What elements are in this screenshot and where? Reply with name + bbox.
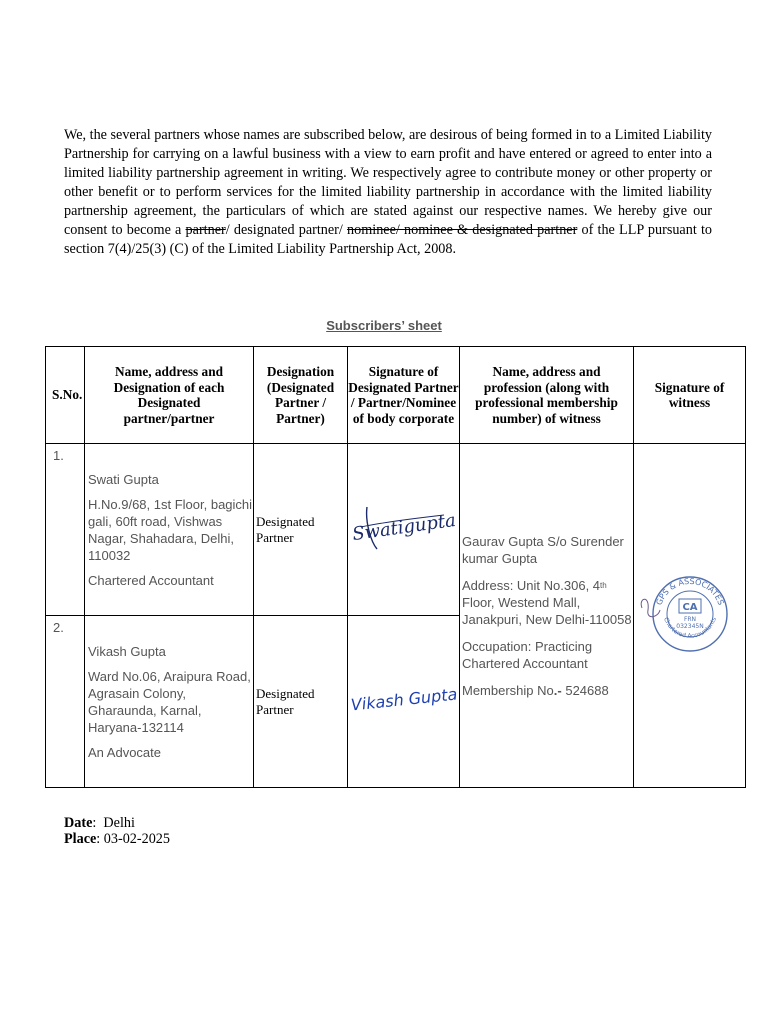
witness-stamp: [636, 568, 744, 658]
signature-swati: [349, 497, 459, 557]
partner-profession: An Advocate: [88, 744, 161, 760]
intro-strike-1: partner: [185, 222, 226, 238]
partner-designation: Designated Partner: [254, 616, 348, 788]
svg-text:Chartered Accountants: Chartered Accountants: [661, 616, 718, 640]
intro-text-1: We, the several partners whose names are subscribed below, are desirous of being formed in to a Limited Liability Partnership for carrying on a lawful business with a view to earn profit and have entered or agreed to enter into a limited liability partnership agreement in writing. We respectively agree to contribute money or other property or other benefit or to perform services for the limited liability partnership in accordance with the limited liability partnership agreement, the particulars of which are stated against our respective names. We hereby give our consent to become a: [64, 127, 712, 238]
header-signature: Signature of Designated Partner / Partner/Nominee of body corporate: [348, 347, 460, 444]
partner-address: H.No.9/68, 1st Floor, bagichi gali, 60ft road, Vishwas Nagar, Shahadara, Delhi, 110032: [88, 496, 253, 563]
partner-signature: [348, 444, 460, 616]
partner-details: [85, 444, 254, 616]
svg-text:032345N: 032345N: [675, 623, 704, 630]
partner-profession: Chartered Accountant: [88, 572, 214, 588]
intro-paragraph: [64, 126, 712, 259]
partner-address: Ward No.06, Araipura Road, Agrasain Colony, Gharaunda, Karnal, Haryana-132114: [88, 668, 251, 735]
place-line: Place: 03-02-2025: [64, 831, 170, 847]
header-row: [46, 347, 746, 444]
intro-strike-2: nominee/ nominee & designated partner: [347, 222, 578, 238]
witness-address: Address: Unit No.306, 4th Floor, Westend Mall, Janakpuri, New Delhi-110058: [462, 577, 632, 627]
date-line: Date: Delhi: [64, 815, 135, 831]
partner-name: Vikash Gupta: [88, 643, 166, 659]
witness-details: [460, 444, 634, 788]
header-name: Name, address and Designation of each Designated partner/partner: [85, 347, 254, 444]
subscribers-table: [45, 346, 746, 788]
footer: [64, 815, 170, 847]
partner-details: [85, 616, 254, 788]
svg-text:Swatigupta: Swatigupta: [350, 509, 457, 546]
witness-membership: Membership No.- 524688: [462, 682, 609, 698]
partner-designation: Designated Partner: [254, 444, 348, 616]
intro-text-2: / designated partner/: [225, 222, 343, 238]
signature-vikash: [348, 679, 460, 719]
partner-signature: [348, 616, 460, 788]
header-designation: Designation (Designated Partner / Partner): [254, 347, 348, 444]
row-sno: 2.: [46, 616, 85, 788]
witness-occupation: Occupation: Practicing Chartered Accountant: [462, 638, 593, 671]
sheet-title: Subscribers’ sheet: [326, 318, 442, 333]
header-sno: S.No.: [46, 347, 85, 444]
witness-name: Gaurav Gupta S/o Surender kumar Gupta: [462, 533, 624, 566]
table-row: [46, 444, 746, 616]
header-witness: Name, address and profession (along with professional membership number) of witness: [460, 347, 634, 444]
svg-text:Vikash Gupta: Vikash Gupta: [349, 684, 459, 715]
witness-signature: [634, 444, 746, 788]
svg-text:FRN: FRN: [683, 616, 696, 623]
partner-name: Swati Gupta: [88, 471, 159, 487]
row-sno: 1.: [46, 444, 85, 616]
svg-text:CA: CA: [681, 602, 698, 613]
svg-text:GPS & ASSOCIATES: GPS & ASSOCIATES: [654, 576, 725, 607]
intro-text-3: of the LLP pursuant to section 7(4)/25(3) (C) of the Limited Liability Partnership Act, 2008.: [64, 222, 712, 257]
header-witness-signature: Signature of witness: [634, 347, 746, 444]
